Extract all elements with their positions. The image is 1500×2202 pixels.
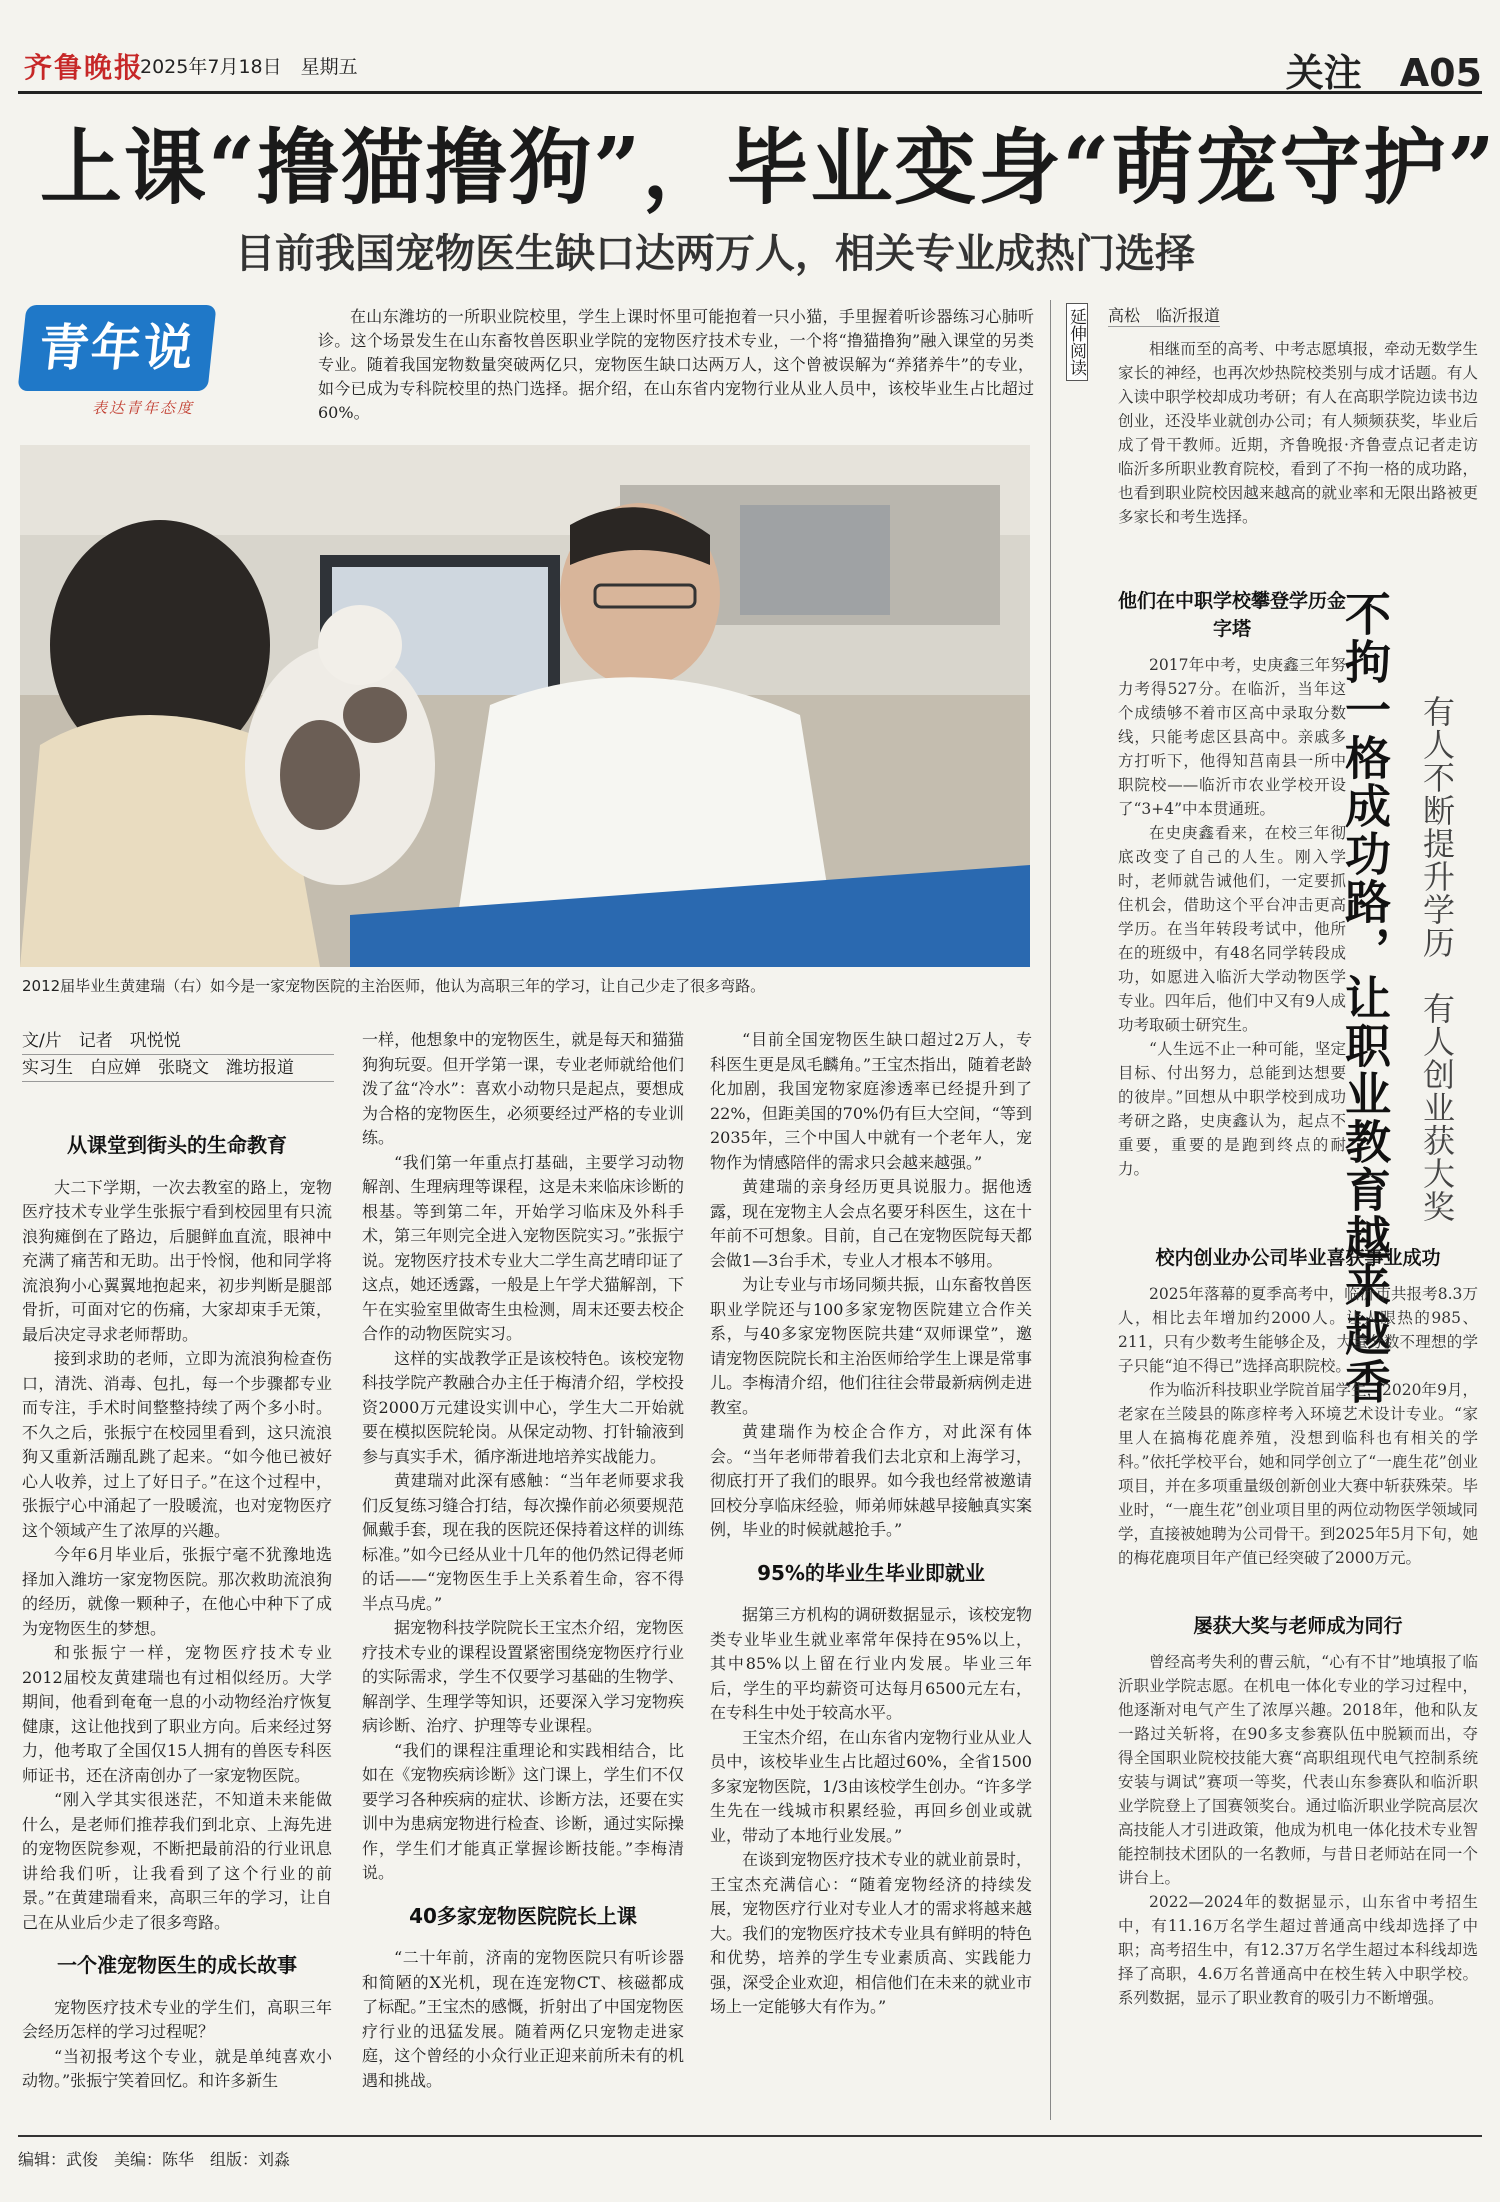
paragraph: 王宝杰介绍，在山东省内宠物行业从业人员中，该校毕业生占比超过60%，全省1500多家宠物医院，1/3由该校学生创办。“许多学生先在一线城市积累经验，再回乡创业或就业，带动了本地行业发展。” — [710, 1727, 1032, 1845]
sidebar-headline: 不拘一格成功路，让职业教育越来越香 — [1338, 590, 1392, 1406]
subheadline: 目前我国宠物医生缺口达两万人，相关专业成热门选择 — [235, 231, 1195, 277]
paragraph: 一样，他想象中的宠物医生，就是每天和猫猫狗狗玩耍。但开学第一课，专业老师就给他们泼了盆“冷水”：喜欢小动物只是起点，要想成为合格的宠物医生，必须要经过严格的专业训练。 — [362, 1030, 684, 1147]
masthead — [18, 40, 1482, 94]
paragraph: 黄建瑞作为校企合作方，对此深有体会。“当年老师带着我们去北京和上海学习，彻底打开了我们的眼界。如今我也经常被邀请回校分享临床经验，师弟师妹越早接触真实案例，毕业的时候就越抢手。” — [710, 1422, 1032, 1539]
sidebar-section-b — [1118, 1232, 1478, 1602]
section-heading: 40多家宠物医院院长上课 — [409, 1903, 637, 1928]
paragraph: 宠物医疗技术专业的学生们，高职三年会经历怎样的学习过程呢？ — [22, 1997, 332, 2041]
sidebar-subheadline-2: 有人创业获大奖 — [1418, 992, 1456, 1223]
paragraph: 2017年中考，史庚鑫三年努力考得527分。在临沂，当年这个成绩够不着市区高中录取分数线，只能考虑区县高中。亲戚多方打听下，他得知莒南县一所中职院校——临沂市农业学校开设了“3+4”中本贯通班。 — [1118, 656, 1346, 818]
paragraph: 接到求助的老师，立即为流浪狗检查伤口，清洗、消毒、包扎，每一个步骤都专业而专注，手术时间整整持续了两个多小时。不久之后，张振宁在校园里看到，这只流浪狗又重新活蹦乱跳了起来。“如今他已被好心人收养，过上了好日子。”在这个过程中，张振宁心中涌起了一股暖流，也对宠物医疗这个领域产生了浓厚的兴趣。 — [22, 1349, 332, 1540]
main-headline: 上课“撸猫撸狗”，毕业变身“萌宠守护” — [40, 120, 1497, 216]
section-heading: 95%的毕业生毕业即就业 — [757, 1560, 985, 1585]
paragraph: 2022—2024年的数据显示，山东省中考招生中，有11.16万名学生超过普通高中线却选择了中职；高考招生中，有12.37万名学生超过本科线却选择了高职，4.6万名普通高中在校生转入中职学校。系列数据，显示了职业教育的吸引力不断增强。 — [1118, 1893, 1478, 2007]
paragraph: “目前全国宠物医生缺口超过2万人，专科医生更是凤毛麟角。”王宝杰指出，随着老龄化加剧，我国宠物家庭渗透率已经提升到了22%，但距美国的70%仍有巨大空间，“等到2035年，三个中国人中就有一个老年人，宠物作为情感陪伴的需求只会越来越强。” — [710, 1030, 1032, 1172]
paragraph: 在谈到宠物医疗技术专业的就业前景时，王宝杰充满信心：“随着宠物经济的持续发展，宠物医疗行业对专业人才的需求将越来越大。我们的宠物医疗技术专业具有鲜明的特色和优势，培养的学生专业素质高、实践能力强，深受企业欢迎，相信他们在未来的就业市场上一定能够大有作为。” — [710, 1850, 1032, 2016]
paragraph: 黄建瑞对此深有感触：“当年老师要求我们反复练习缝合打结，每次操作前必须要规范佩戴手套，现在我的医院还保持着这样的训练标准。”如今已经从业十几年的他仍然记得老师的话——“宠物医生手上关系着生命，容不得半点马虎。” — [362, 1471, 684, 1613]
article-column-2 — [362, 1028, 684, 2113]
paragraph: 黄建瑞的亲身经历更具说服力。据他透露，现在宠物主人会点名要牙科医生，这在十年前不可想象。目前，自己在宠物医院每天都会做1—3台手术，专业人才根本不够用。 — [710, 1177, 1032, 1270]
photo-caption: 2012届毕业生黄建瑞（右）如今是一家宠物医院的主治医师，他认为高职三年的学习，让自己少走了很多弯路。 — [22, 977, 766, 995]
paragraph: “我们第一年重点打基础，主要学习动物解剖、生理病理等课程，这是未来临床诊断的根基。等到第二年，开始学习临床及外科手术，第三年则完全进入宠物医院实习。”张振宁说。宠物医疗技术专业大二学生高艺晴印证了这点，她还透露，一般是上午学犬猫解剖，下午在实验室里做寄生虫检测，周末还要去校企合作的动物医院实习。 — [362, 1152, 684, 1343]
sidebar-subheadline-1: 有人不断提升学历 — [1418, 695, 1456, 959]
sidebar-section-c — [1118, 1600, 1478, 2130]
issue-date: 2025年7月18日 星期五 — [140, 56, 358, 78]
brand-tagline: 表达青年态度 — [92, 399, 195, 417]
sidebar-section-a — [1118, 575, 1346, 1225]
sidebar-section-heading: 校内创业办公司毕业喜获事业成功 — [1155, 1247, 1441, 1269]
paragraph: “人生远不止一种可能，坚定目标、付出努力，总能到达想要的彼岸。”回想从中职学校到成功考研之路，史庚鑫认为，起点不重要，重要的是跑到终点的耐力。 — [1118, 1040, 1346, 1178]
paragraph: “我们的课程注重理论和实践相结合，比如在《宠物疾病诊断》这门课上，学生们不仅要学习各种疾病的症状、诊断方法，还要在实训中为患病宠物进行检查、诊断，通过实际操作，学生们才能真正掌握诊断技能。”李梅清说。 — [362, 1740, 684, 1882]
paragraph: 在史庚鑫看来，在校三年彻底改变了自己的人生。刚入学时，老师就告诫他们，一定要抓住机会，借助这个平台冲击更高学历。在当年转段考试中，他所在的班级中，有48名同学转段成功，如愿进入临沂大学动物医学专业。四年后，他们中又有9人成功考取硕士研究生。 — [1118, 824, 1346, 1034]
sidebar-lead: 相继而至的高考、中考志愿填报，牵动无数学生家长的神经，也再次炒热院校类别与成才话题。有人入读中职学校却成功考研；有人在高职学院边读书边创业，还没毕业就创办公司；有人频频获奖，毕业后成了骨干教师。近期，齐鲁晚报·齐鲁壹点记者走访临沂多所职业教育院校，看到了不拘一格的成功路，也看到职业院校因越来越高的就业率和无限出路被更多家长和考生选择。 — [1118, 340, 1478, 526]
page-footer-credits: 编辑：武俊 美编：陈华 组版：刘淼 — [18, 2135, 1482, 2170]
column-divider — [1050, 300, 1051, 2120]
paragraph: 和张振宁一样，宠物医疗技术专业2012届校友黄建瑞也有过相似经历。大学期间，他看到奄奄一息的小动物经治疗恢复健康，这让他找到了职业方向。后来经过努力，他考取了全国仅15人拥有的兽医专科医师证书，还在济南创办了一家宠物医院。 — [22, 1643, 332, 1785]
paragraph: 这样的实战教学正是该校特色。该校宠物科技学院产教融合办主任于梅清介绍，学校投资2000万元建设实训中心，学生大二开始就要在模拟医院轮岗。从保定动物、打针输液到参与真实手术，循序渐进地培养实战能力。 — [362, 1348, 684, 1466]
paragraph: 曾经高考失利的曹云航，“心有不甘”地填报了临沂职业学院志愿。在机电一体化专业的学习过程中，他逐渐对电气产生了浓厚兴趣。2018年，他和队友一路过关斩将，在90多支参赛队伍中脱颖而出，夺得全国职业院校技能大赛“高职组现代电气控制系统安装与调试”赛项一等奖，代表山东参赛队和临沂职业学院登上了国赛领奖台。通过临沂职业学院高层次高技能人才引进政策，他成为机电一体化技术专业智能控制技术团队的一名教师，与昔日老师站在同一个讲台上。 — [1118, 1653, 1478, 1887]
paragraph: 大二下学期，一次去教室的路上，宠物医疗技术专业学生张振宁看到校园里有只流浪狗瘫倒在了路边，后腿鲜血直流，眼神中充满了痛苦和无助。出于怜悯，他和同学将流浪狗小心翼翼地抱起来，初步判断是腿部骨折，可面对它的伤痛，大家却束手无策，最后决定寻求老师帮助。 — [22, 1177, 332, 1344]
newspaper-logo: 齐鲁晚报 — [24, 51, 145, 84]
section-heading: 从课堂到街头的生命教育 — [67, 1133, 287, 1157]
paragraph: 作为临沂科技职业学院首届学生，2020年9月，老家在兰陵县的陈彦梓考入环境艺术设计专业。“家里人在搞梅花鹿养殖，没想到临科也有相关的学科。”依托学校平台，她和同学创立了“一鹿生花”创业项目，并在多项重量级创新创业大赛中斩获殊荣。毕业时，“一鹿生花”创业项目里的两位动物医学领域同学，直接被她聘为公司骨干。到2025年5月下旬，她的梅花鹿项目年产值已经突破了2000万元。 — [1118, 1381, 1478, 1567]
article-column-3 — [710, 1028, 1032, 2113]
paragraph: “刚入学其实很迷茫，不知道未来能做什么，是老师们推荐我们到北京、上海先进的宠物医院参观，不断把最前沿的行业讯息讲给我们听，让我看到了这个行业的前景。”在黄建瑞看来，高职三年的学习，让自己在从业后少走了很多弯路。 — [22, 1790, 332, 1932]
sidebar-subheadline — [1414, 695, 1460, 1223]
byline — [22, 1028, 334, 1082]
paragraph: 据宠物科技学院院长王宝杰介绍，宠物医疗技术专业的课程设置紧密围绕宠物医疗行业的实际需求，学生不仅要学习基础的生物学、解剖学、生理学等知识，还要深入学习宠物疾病诊断、治疗、护理等专业课程。 — [362, 1618, 684, 1735]
paragraph: 今年6月毕业后，张振宁毫不犹豫地选择加入潍坊一家宠物医院。那次救助流浪狗的经历，就像一颗种子，在他心中种下了成为宠物医生的梦想。 — [22, 1545, 332, 1638]
section-page-label: 关注 A05 — [1285, 51, 1482, 95]
byline-interns: 实习生 白应婵 张晓文 潍坊报道 — [22, 1055, 334, 1082]
lead-paragraph: 在山东潍坊的一所职业院校里，学生上课时怀里可能抱着一只小猫，手里握着听诊器练习心肺听诊。这个场景发生在山东畜牧兽医职业学院的宠物医疗技术专业，一个将“撸猫撸狗”融入课堂的另类专业。随着我国宠物数量突破两亿只，宠物医生缺口达两万人，这个曾被误解为“养猪养牛”的专业，如今已成为专科院校里的热门选择。据介绍，在山东省内宠物行业从业人员中，该校毕业生占比超过60%。 — [318, 307, 1034, 422]
extended-reading-tag: 延伸阅读 — [1066, 303, 1088, 381]
column-brand — [22, 305, 290, 433]
vet-examining-cat-photo — [20, 445, 1030, 967]
paragraph: “当初报考这个专业，就是单纯喜欢小动物。”张振宁笑着回忆。和许多新生 — [22, 2046, 332, 2090]
byline-reporter: 文/片 记者 巩悦悦 — [22, 1028, 334, 1055]
news-photo — [20, 445, 1030, 967]
paragraph: 为让专业与市场同频共振，山东畜牧兽医职业学院还与100多家宠物医院建立合作关系，与40多家宠物医院共建“双师课堂”，邀请宠物医院院长和主治医师给学生上课是常事儿。李梅清介绍，他们往往会带最新病例走进教室。 — [710, 1275, 1032, 1417]
article-column-1 — [22, 1115, 332, 2115]
sidebar-section-heading: 他们在中职学校攀登学历金字塔 — [1118, 590, 1346, 640]
paragraph: “二十年前，济南的宠物医院只有听诊器和简陋的X光机，现在连宠物CT、核磁都成了标配。”王宝杰的感慨，折射出了中国宠物医疗行业的迅猛发展。随着两亿只宠物走进家庭，这个曾经的小众行业正迎来前所未有的机遇和挑战。 — [362, 1948, 684, 2090]
paragraph: 据第三方机构的调研数据显示，该校宠物类专业毕业生就业率常年保持在95%以上，其中85%以上留在行业内发展。毕业三年后，学生的平均薪资可达每月6500元左右，在专科生中处于较高水平。 — [710, 1605, 1032, 1722]
brand-badge: 青年说 — [17, 305, 216, 391]
sidebar-section-heading: 屡获大奖与老师成为同行 — [1193, 1615, 1403, 1637]
section-heading: 一个准宠物医生的成长故事 — [57, 1953, 297, 1977]
paragraph: 2025年落幕的夏季高考中，临沂市共报考8.3万人，相比去年增加约2000人。让人眼热的985、211，只有少数考生能够企及，大量分数不理想的学子只能“迫不得已”选择高职院校。 — [1118, 1285, 1478, 1375]
sidebar-byline: 高松 临沂报道 — [1108, 303, 1220, 327]
